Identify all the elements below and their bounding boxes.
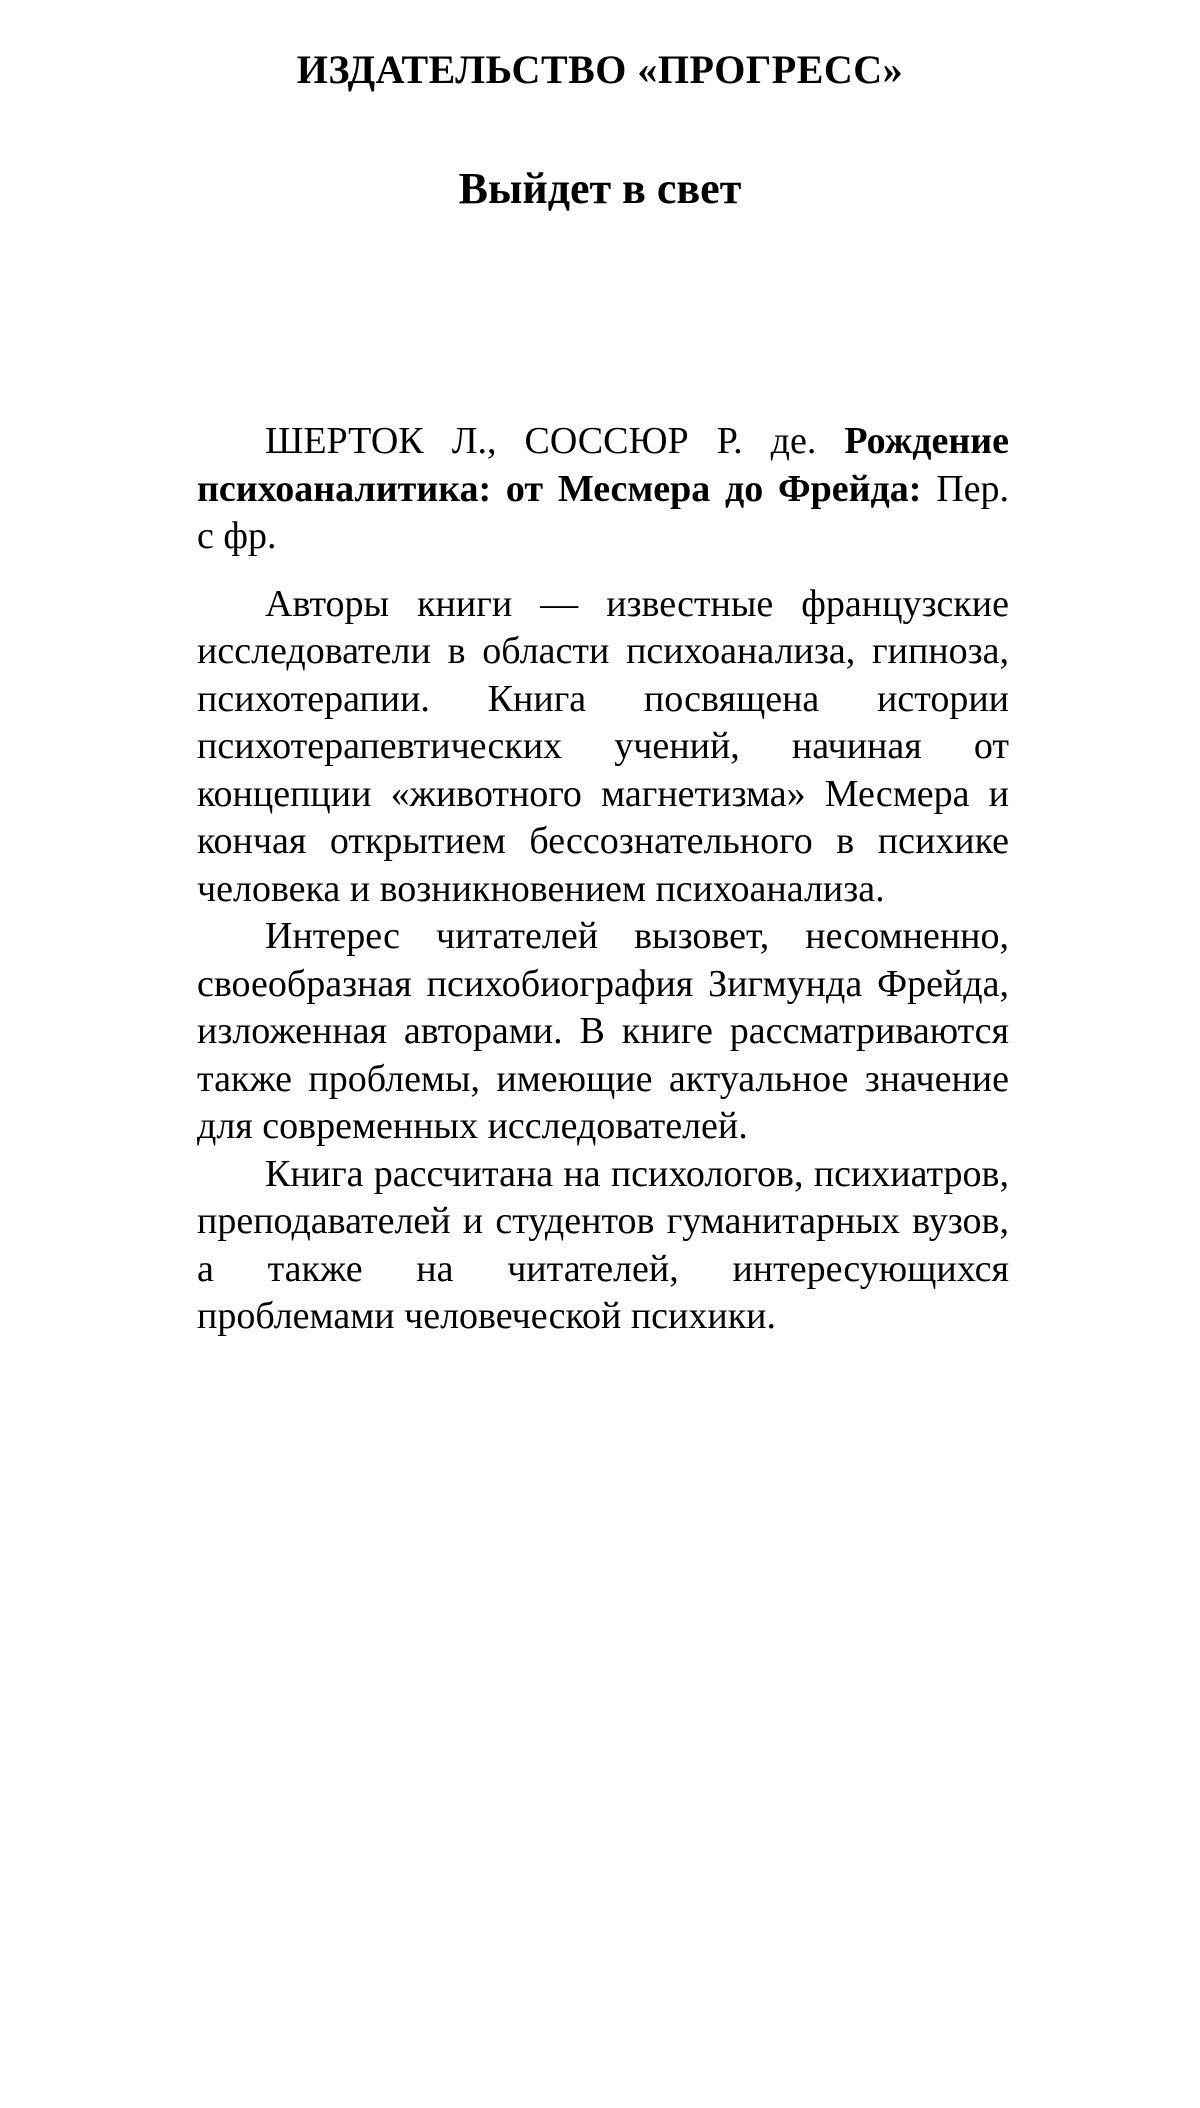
translation-note: Пер. с фр. bbox=[197, 467, 1009, 557]
book-reference bbox=[197, 418, 1009, 561]
publisher-heading: ИЗДАТЕЛЬСТВО «ПРОГРЕСС» bbox=[296, 47, 904, 92]
announcement-heading: Выйдет в свет bbox=[458, 164, 742, 213]
description-paragraph: Интерес читателей вызовет, несомненно, своеобразная психобиография Зигмунда Фрейда, изложенная авторами. В книге рассматриваются также проблемы, имеющие актуальное значение для современных исследователей. bbox=[197, 915, 1009, 1147]
book-title: Рождение психоаналитика: от Месмера до Фрейда: bbox=[197, 420, 1009, 510]
book-authors: ШЕРТОК Л., СОССЮР Р. де. bbox=[265, 420, 817, 462]
book-entry bbox=[197, 418, 1009, 1341]
description-paragraph: Книга рассчитана на психологов, психиатров, преподавателей и студентов гуманитарных вузов, а также на читателей, интересующихся проблемами человеческой психики. bbox=[197, 1152, 1009, 1337]
description-paragraph: Авторы книги — известные французские исследователи в области психоанализа, гипноза, психотерапии. Книга посвящена истории психотерапевтических учений, начиная от концепции «животного магнетизма» Месмера и кончая открытием бессознательного в психике человека и возникновением психоанализа. bbox=[197, 582, 1009, 910]
